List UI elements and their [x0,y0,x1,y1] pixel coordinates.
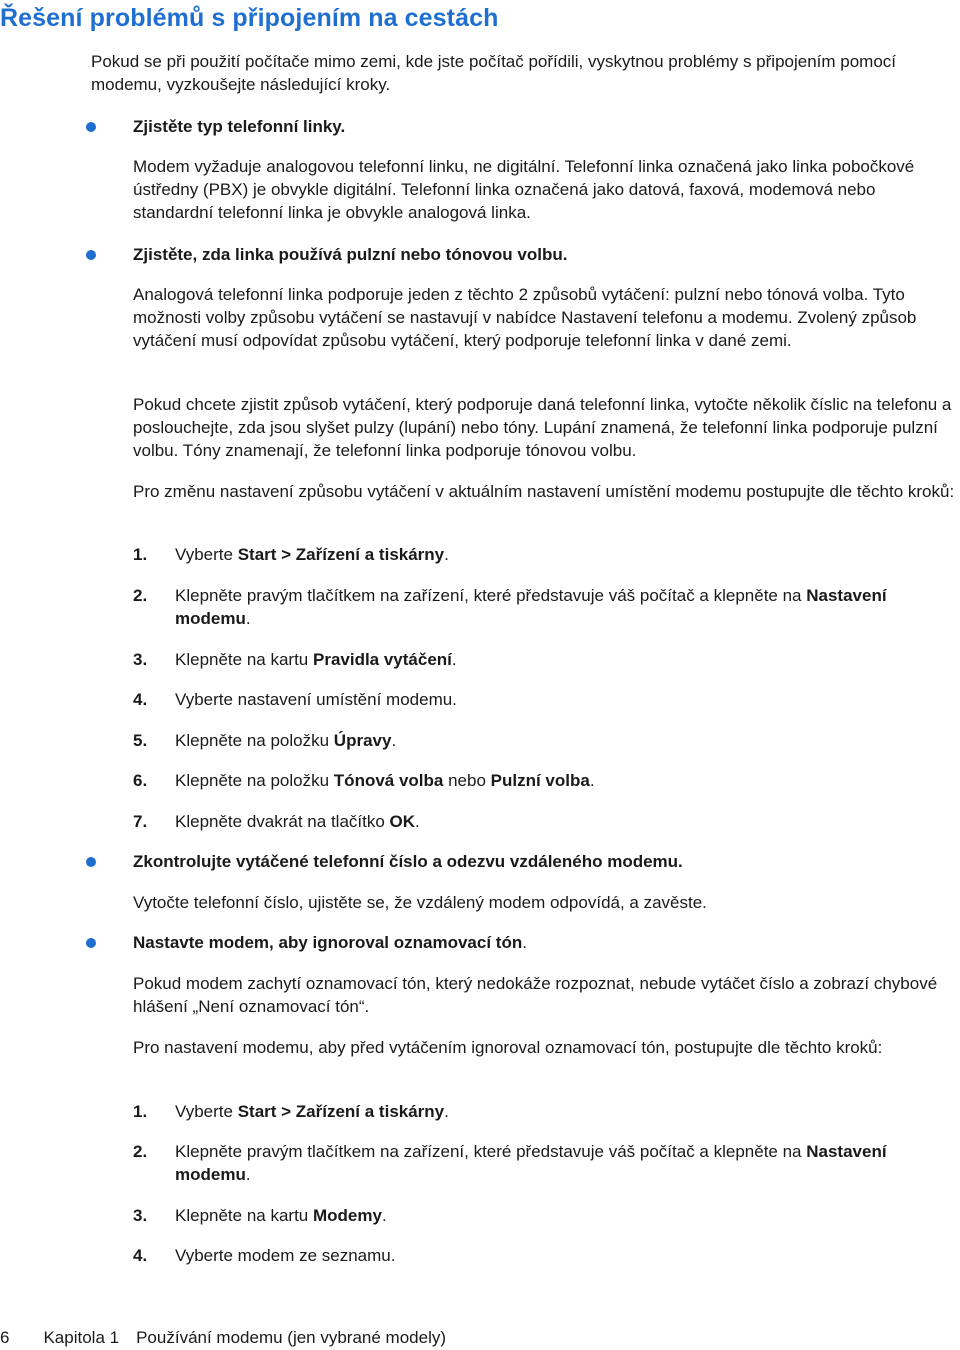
step-item: Vyberte nastavení umístění modemu. [175,690,457,709]
paragraph-line-type: Modem vyžaduje analogovou telefonní linku, ne digitální. Telefonní linka označená jako linka pobočkové ústředny (PBX) je obvykle digitální. Telefonní linka označená jako datová, faxová, modemová nebo standardní telefonní linka je obvykle analogová linka. [133,157,915,222]
step-item: Vyberte Start > Zařízení a tiskárny. [175,1102,449,1121]
step-number: 4. [133,1246,148,1265]
step-number: 2. [133,1142,148,1161]
step-number: 3. [133,1206,148,1225]
step-number: 1. [133,1102,148,1121]
paragraph-dialing-modes: Analogová telefonní linka podporuje jeden z těchto 2 způsobů vytáčení: pulzní nebo tónová volba. Tyto možnosti volby způsobu vytáčení se nastavují v nabídce Nastavení telefonu a modemu. Zvolený způsob vytáčení musí odpovídat způsobu vytáčení, který podporuje telefonní linka v dané zemi. [133,285,917,350]
step-number: 4. [133,690,148,709]
paragraph-ignore-tone-steps-intro: Pro nastavení modemu, aby před vytáčením ignoroval oznamovací tón, postupujte dle těchto kroků: [133,1038,883,1057]
step-number: 1. [133,545,148,564]
step-item: Vyberte modem ze seznamu. [175,1246,396,1265]
paragraph-dialing-steps-intro: Pro změnu nastavení způsobu vytáčení v aktuálním nastavení umístění modemu postupujte dle těchto kroků: [133,482,955,501]
step-item: Klepněte na kartu Pravidla vytáčení. [175,650,457,669]
paragraph-check-number: Vytočte telefonní číslo, ujistěte se, že vzdálený modem odpovídá, a zavěste. [133,893,707,912]
intro-paragraph: Pokud se při použití počítače mimo zemi, kde jste počítač pořídili, vyskytnou problémy s připojením pomocí modemu, vyzkoušejte následující kroky. [91,52,897,94]
page-title: Řešení problémů s připojením na cestách [0,4,499,32]
step-item: Vyberte Start > Zařízení a tiskárny. [175,545,449,564]
step-number: 5. [133,731,148,750]
step-item: Klepněte na položku Úpravy. [175,731,397,750]
bullet-icon [86,938,96,948]
step-number: 7. [133,812,148,831]
bullet-heading-dialing: Zjistěte, zda linka používá pulzní nebo tónovou volbu. [133,245,568,264]
bullet-icon [86,122,96,132]
paragraph-dialing-test: Pokud chcete zjistit způsob vytáčení, který podporuje daná telefonní linka, vytočte několik číslic na telefonu a poslouchejte, zda jsou slyšet pulzy (lupání) nebo tóny. Lupání znamená, že telefonní linka podporuje pulzní volbu. Tóny znamenají, že telefonní linka podporuje tónovou volbu. [133,395,952,460]
bullet-icon [86,857,96,867]
bullet-icon [86,250,96,260]
bullet-heading-ignore-tone: Nastavte modem, aby ignoroval oznamovací tón. [133,933,527,952]
step-item: Klepněte na kartu Modemy. [175,1206,387,1225]
step-number: 6. [133,771,148,790]
step-number: 2. [133,586,148,605]
step-item: Klepněte dvakrát na tlačítko OK. [175,812,420,831]
bullet-heading-line-type: Zjistěte typ telefonní linky. [133,117,346,136]
step-item: Klepněte pravým tlačítkem na zařízení, které představuje váš počítač a klepněte na Nastavení modemu. [175,1142,887,1184]
step-number: 3. [133,650,148,669]
step-item: Klepněte na položku Tónová volba nebo Pulzní volba. [175,771,595,790]
step-item: Klepněte pravým tlačítkem na zařízení, které představuje váš počítač a klepněte na Nastavení modemu. [175,586,887,628]
page-footer [0,1326,446,1349]
page-number: 6 [0,1328,10,1347]
chapter-label: Kapitola 1 [43,1328,120,1347]
paragraph-no-tone-error: Pokud modem zachytí oznamovací tón, který nedokáže rozpoznat, nebude vytáčet číslo a zobrazí chybové hlášení „Není oznamovací tón“. [133,974,938,1016]
chapter-title: Používání modemu (jen vybrané modely) [136,1328,447,1347]
bullet-heading-check-number: Zkontrolujte vytáčené telefonní číslo a odezvu vzdáleného modemu. [133,852,683,871]
